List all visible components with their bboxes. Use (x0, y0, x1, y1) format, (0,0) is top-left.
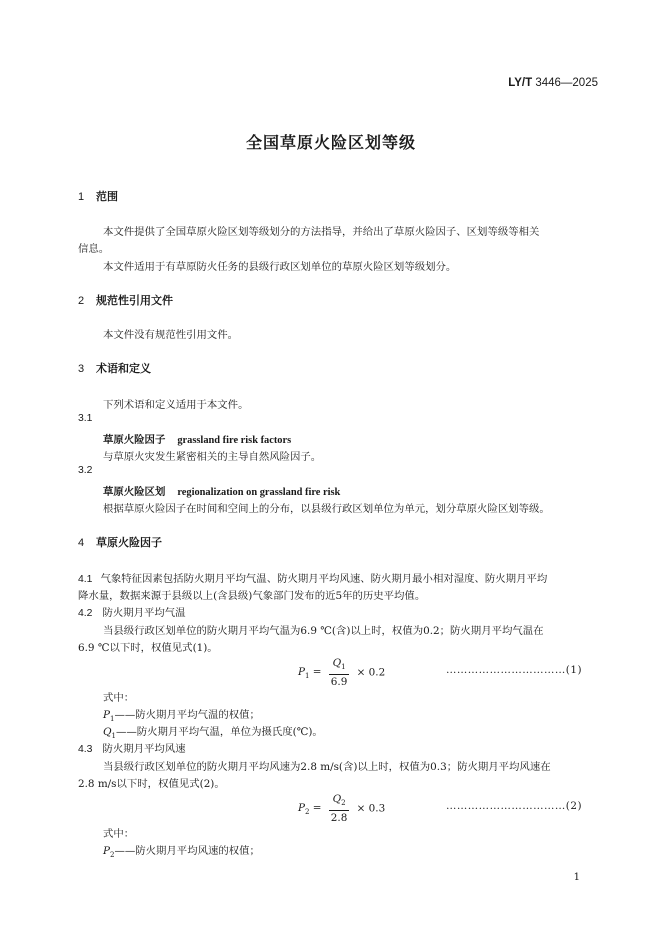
section-number: 2 (78, 295, 85, 307)
section-title: 术语和定义 (96, 363, 151, 375)
fraction-numerator: $Q_1$ (329, 656, 350, 675)
variable-p2-definition: $P_2——$防火期月平均风速的权值； (103, 845, 260, 860)
clause-4-3-line-2: 2.8 m/s以下时，权值见式(2)。 (78, 778, 225, 790)
clause-4-2-line-1: 当县级行政区划单位的防火期月平均气温为6.9 ℃(含)以上时，权值为0.2；防火期月平均气温在 (103, 625, 544, 637)
clause-title: 防火期月平均风速 (102, 743, 186, 755)
document-title: 全国草原火险区划等级 (245, 135, 416, 152)
term-3-2-definition: 根据草原火险因子在时间和空间上的分布，以县级行政区划单位为单元，划分草原火险区划等级。 (103, 503, 550, 515)
section-number: 1 (78, 191, 85, 203)
formula-lhs: $P_1$ = (298, 665, 322, 680)
section-1-heading (78, 188, 118, 204)
variable-q1-definition: $Q_1——$防火期月平均气温，单位为摄氏度(℃)。 (103, 726, 323, 741)
section-title: 草原火险因子 (96, 537, 162, 549)
clause-4-3-heading (78, 740, 186, 755)
equation-number-2: ……………………………(2) (446, 800, 583, 812)
term-3-2-name (103, 483, 340, 498)
clause-number: 4.3 (78, 744, 93, 755)
section-number: 3 (78, 363, 85, 375)
section-2-heading (78, 292, 173, 308)
clause-4-3-line-1: 当县级行政区划单位的防火期月平均风速为2.8 m/s(含)以上时，权值为0.3；防火期月平均风速在 (103, 761, 551, 773)
clause-number: 4.1 (78, 574, 93, 585)
formula-1 (298, 656, 385, 689)
term-3-1-number: 3.1 (78, 413, 93, 424)
term-3-1-definition: 与草原火灾发生紧密相关的主导自然风险因子。 (103, 451, 322, 463)
term-en: grassland fire risk factors (177, 435, 292, 446)
formula-2 (298, 792, 385, 825)
section-title: 规范性引用文件 (96, 295, 173, 307)
standard-code-prefix: LY/T (508, 77, 533, 89)
standard-code (508, 77, 598, 89)
fraction-denominator: 6.9 (330, 676, 348, 689)
section-1-para-1-line-2: 信息。 (78, 243, 110, 255)
formula-lhs: $P_2$ = (298, 801, 322, 816)
section-title: 范围 (96, 191, 118, 203)
clause-title: 防火期月平均气温 (102, 607, 186, 619)
section-3-heading (78, 360, 151, 376)
clause-4-1-line-1 (78, 570, 547, 585)
section-2-para-1: 本文件没有规范性引用文件。 (103, 329, 239, 341)
formula-multiplier: × 0.2 (356, 666, 386, 679)
term-3-1-name (103, 431, 291, 446)
section-1-para-2: 本文件适用于有草原防火任务的县级行政区划单位的草原火险区划等级划分。 (103, 261, 457, 273)
variable-p1-definition: $P_1——$防火期月平均气温的权值； (103, 709, 260, 724)
formula-fraction (329, 656, 350, 689)
section-1-para-1-line-1: 本文件提供了全国草原火险区划等级划分的方法指导，并给出了草原火险因子、区划等级等相关 (103, 226, 540, 238)
fraction-denominator: 2.8 (330, 812, 348, 825)
standard-code-number: 3446—2025 (535, 77, 598, 89)
equation-number-1: ……………………………(1) (446, 664, 583, 676)
term-cn: 草原火险区划 (103, 487, 166, 498)
section-number: 4 (78, 537, 85, 549)
clause-4-1-line-2: 降水量，数据来源于县级以上(含县级)气象部门发布的近5年的历史平均值。 (78, 590, 426, 602)
formula-fraction (329, 792, 350, 825)
clause-text: 气象特征因素包括防火期月平均气温、防火期月平均风速、防火期月最小相对湿度、防火期月平均 (100, 573, 548, 585)
term-3-2-number: 3.2 (78, 465, 93, 476)
clause-4-2-line-2: 6.9 ℃以下时，权值见式(1)。 (78, 642, 218, 654)
section-4-heading (78, 534, 162, 550)
formula-multiplier: × 0.3 (356, 802, 386, 815)
page-number: 1 (573, 872, 580, 883)
fraction-numerator: $Q_2$ (329, 792, 350, 811)
section-3-intro: 下列术语和定义适用于本文件。 (103, 399, 249, 411)
term-en: regionalization on grassland fire risk (177, 487, 341, 498)
term-cn: 草原火险因子 (103, 435, 166, 446)
where-label-2: 式中： (103, 828, 135, 840)
clause-number: 4.2 (78, 608, 93, 619)
where-label-1: 式中： (103, 692, 135, 704)
clause-4-2-heading (78, 604, 186, 619)
